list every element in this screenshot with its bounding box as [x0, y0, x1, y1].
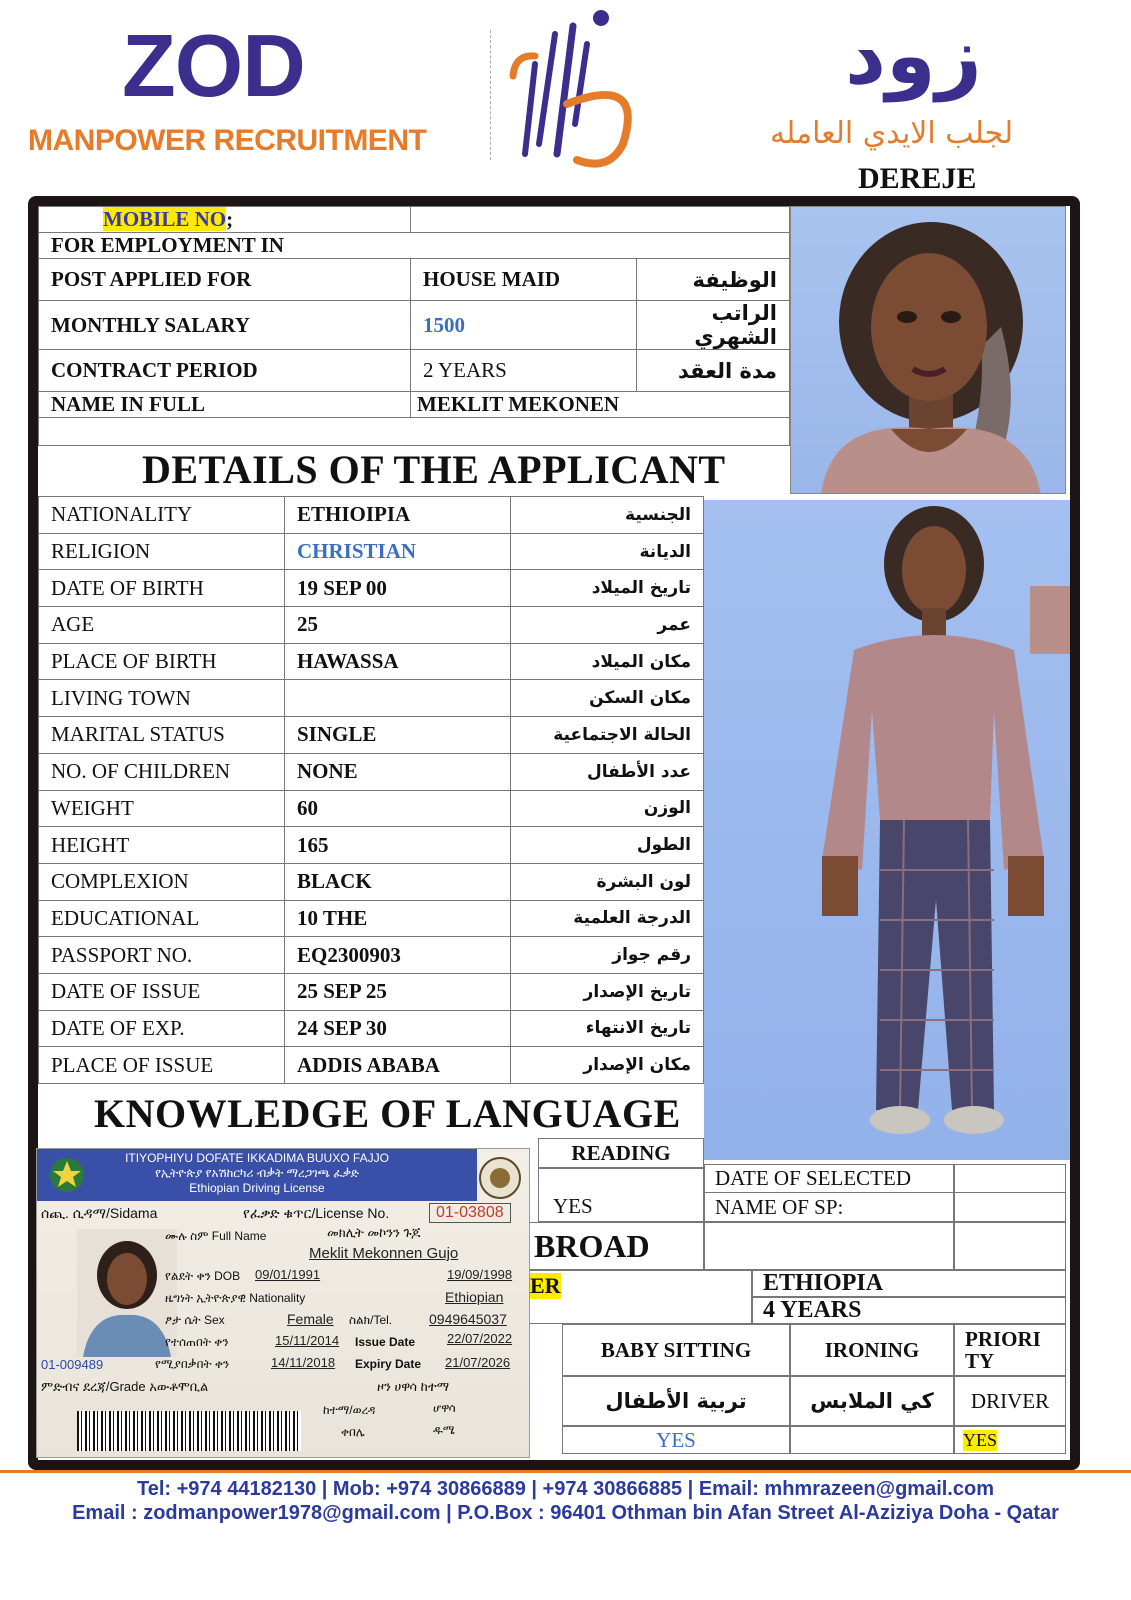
detail-row [39, 1010, 704, 1047]
detail-label-arabic: مكان الميلاد [511, 643, 704, 680]
fullname-card: Meklit Mekonnen Gujo [309, 1245, 459, 1262]
detail-row [39, 827, 704, 864]
fullname-value: MEKLIT MEKONEN [411, 392, 790, 418]
license-banner-line2: የኢትዮጵያ የአሽከርካሪ ብቃት ማረጋገጫ ፈቃድ [155, 1166, 359, 1180]
footer-divider [0, 1470, 1131, 1473]
sp-name-label: NAME OF SP: [704, 1192, 954, 1222]
detail-value: 60 [285, 790, 511, 827]
detail-label: PLACE OF ISSUE [39, 1047, 285, 1084]
spacer-row [39, 418, 790, 446]
detail-label-arabic: عمر [511, 607, 704, 644]
detail-value: 24 SEP 30 [285, 1010, 511, 1047]
dob-label-card: የልደት ቀን DOB [165, 1269, 241, 1283]
footer-contact-line1: Tel: +974 44182130 | Mob: +974 30866889 | +974 30866885 | Email: mhmrazeen@gmail.com [137, 1478, 994, 1500]
license-photo [77, 1229, 177, 1357]
license-region: ሰጪ. ሲዳማ/Sidama [41, 1205, 158, 1221]
experience-label: ER [530, 1273, 561, 1298]
detail-value: 25 [285, 607, 511, 644]
detail-value: SINGLE [285, 717, 511, 754]
license-photo-figure-icon [77, 1229, 177, 1357]
footer-contact-line2: Email : zodmanpower1978@gmail.com | P.O.Box : 96401 Othman bin Afan Street Al-Aziziya Doha - Qatar [72, 1502, 1059, 1524]
dob-card: 19/09/1998 [447, 1267, 513, 1282]
employment-table [38, 206, 790, 446]
license-number: 01-03808 [429, 1203, 511, 1223]
applicant-portrait [790, 206, 1066, 494]
detail-label: AGE [39, 607, 285, 644]
post-label: POST APPLIED FOR [39, 259, 411, 301]
abroad-value-2 [954, 1222, 1066, 1270]
expiry-label-en: Expiry Date [355, 1357, 422, 1371]
kebele-label: ቀበሌ [341, 1425, 365, 1439]
issue-label-local: የተሰጠበት ቀን [165, 1335, 229, 1349]
license-banner-line3: Ethiopian Driving License [189, 1181, 325, 1195]
license-barcode [77, 1411, 301, 1451]
detail-row [39, 717, 704, 754]
header-divider [490, 30, 491, 160]
employment-in-label: FOR EMPLOYMENT IN [39, 233, 790, 259]
expiry-date-card: 21/07/2026 [445, 1355, 511, 1370]
detail-label-arabic: الطول [511, 827, 704, 864]
woreda-label: ከተማ/ወረዳ [323, 1403, 376, 1417]
detail-value: CHRISTIAN [285, 533, 511, 570]
detail-row [39, 680, 704, 717]
experience-years: 4 YEARS [752, 1297, 1066, 1324]
reading-header: READING [538, 1138, 704, 1168]
detail-label: MARITAL STATUS [39, 717, 285, 754]
nationality-label-card: ዜግነት ኢትዮጵያዊ Nationality [165, 1291, 306, 1305]
fullname-label-card: ሙሉ ስም Full Name [165, 1229, 267, 1243]
detail-value: 25 SEP 25 [285, 973, 511, 1010]
mobile-label: MOBILE NO [103, 207, 227, 231]
driver-answer [954, 1426, 1066, 1454]
experience-label-cell [530, 1270, 752, 1324]
applicant-full-photo [704, 500, 1070, 1160]
detail-value [285, 680, 511, 717]
salary-value: 1500 [411, 301, 637, 350]
portrait-figure-icon [791, 207, 1066, 494]
detail-value: BLACK [285, 863, 511, 900]
details-title: DETAILS OF THE APPLICANT [142, 447, 726, 492]
extra-label-1: ሆዋሳ [433, 1401, 456, 1415]
baby-sitting-yes: YES [562, 1426, 790, 1454]
tel-label-card: ስልክ/Tel. [349, 1313, 393, 1327]
fullname-amharic: መክሊት መኮንን ጉጆ [327, 1225, 421, 1240]
detail-value: 10 THE [285, 900, 511, 937]
contract-value: 2 YEARS [411, 350, 637, 392]
skill-priority: PRIORI TY [954, 1324, 1066, 1376]
detail-label-arabic: الدرجة العلمية [511, 900, 704, 937]
fullname-label: NAME IN FULL [39, 392, 411, 418]
detail-row [39, 863, 704, 900]
salary-label-arabic: الراتب الشهري [637, 301, 790, 350]
sex-card: Female [287, 1311, 334, 1327]
details-table [38, 496, 704, 1084]
detail-label-arabic: مكان السكن [511, 680, 704, 717]
detail-label: DATE OF ISSUE [39, 973, 285, 1010]
brand-name: ZOD [122, 16, 305, 115]
extra-label-2: ዱሜ [433, 1423, 455, 1437]
nationality-card: Ethiopian [445, 1289, 504, 1305]
skill-baby-sitting: BABY SITTING [562, 1324, 790, 1376]
language-title: KNOWLEDGE OF LANGUAGE [94, 1091, 681, 1136]
skill-ironing-arabic: كي الملابس [790, 1376, 954, 1426]
driving-license-card [36, 1148, 530, 1458]
driver-yes: YES [963, 1429, 998, 1450]
experience-country: ETHIOPIA [752, 1270, 1066, 1297]
detail-label: WEIGHT [39, 790, 285, 827]
detail-label: PASSPORT NO. [39, 937, 285, 974]
detail-row [39, 937, 704, 974]
detail-value: ADDIS ABABA [285, 1047, 511, 1084]
agent-name: DEREJE [858, 162, 977, 195]
sex-label-card: ፆታ ሴት Sex [165, 1313, 225, 1327]
detail-row [39, 570, 704, 607]
detail-row [39, 753, 704, 790]
detail-row [39, 533, 704, 570]
license-serial: 01-009489 [41, 1357, 104, 1372]
grade-label: ምድብና ደረጃ/Grade አውቶሞቢል [41, 1379, 209, 1394]
expiry-local: 14/11/2018 [271, 1355, 336, 1370]
detail-value: 165 [285, 827, 511, 864]
detail-label: NATIONALITY [39, 497, 285, 534]
issue-label-en: Issue Date [355, 1335, 416, 1349]
detail-label-arabic: الوزن [511, 790, 704, 827]
detail-label-arabic: لون البشرة [511, 863, 704, 900]
detail-label-arabic: الجنسية [511, 497, 704, 534]
detail-row [39, 497, 704, 534]
post-value: HOUSE MAID [411, 259, 637, 301]
detail-value: EQ2300903 [285, 937, 511, 974]
city-label: ዞን ሀዋሳ ከተማ [377, 1379, 450, 1394]
license-banner-line1: ITIYOPHIYU DOFATE IKKADIMA BUUXO FAJJO [125, 1151, 389, 1165]
ironing-answer [790, 1426, 954, 1454]
license-banner [37, 1149, 477, 1201]
mobile-value [411, 207, 790, 233]
detail-label-arabic: الحالة الاجتماعية [511, 717, 704, 754]
detail-row [39, 607, 704, 644]
contract-label: CONTRACT PERIOD [39, 350, 411, 392]
detail-label: DATE OF BIRTH [39, 570, 285, 607]
skill-baby-sitting-arabic: تربية الأطفال [562, 1376, 790, 1426]
abroad-value-1 [704, 1222, 954, 1270]
detail-row [39, 973, 704, 1010]
detail-value: 19 SEP 00 [285, 570, 511, 607]
brand-subtitle: MANPOWER RECRUITMENT [28, 124, 427, 157]
skill-driver: DRIVER [954, 1376, 1066, 1426]
brand-subtitle-arabic: لجلب الايدي العامله [770, 116, 1014, 151]
company-logo-icon [505, 4, 645, 174]
detail-label: RELIGION [39, 533, 285, 570]
full-figure-icon [704, 500, 1070, 1160]
skill-ironing: IRONING [790, 1324, 954, 1376]
tel-card: 0949645037 [429, 1311, 507, 1327]
detail-label: DATE OF EXP. [39, 1010, 285, 1047]
detail-label-arabic: تاريخ الانتهاء [511, 1010, 704, 1047]
detail-value: NONE [285, 753, 511, 790]
detail-row [39, 643, 704, 680]
detail-row [39, 900, 704, 937]
detail-label-arabic: تاريخ الإصدار [511, 973, 704, 1010]
detail-label-arabic: تاريخ الميلاد [511, 570, 704, 607]
detail-row [39, 1047, 704, 1084]
detail-label-arabic: عدد الأطفال [511, 753, 704, 790]
abroad-label: BROAD [530, 1222, 704, 1270]
detail-label: EDUCATIONAL [39, 900, 285, 937]
license-no-label: የፈቃድ ቁጥር/License No. [243, 1205, 390, 1221]
salary-label: MONTHLY SALARY [39, 301, 411, 350]
detail-row [39, 790, 704, 827]
dob-local: 09/01/1991 [255, 1267, 321, 1282]
brand-name-arabic: زود [845, 9, 982, 102]
detail-label: PLACE OF BIRTH [39, 643, 285, 680]
date-selected-value [954, 1164, 1066, 1192]
ethiopia-star-icon [47, 1155, 87, 1195]
mobile-separator: ; [226, 207, 234, 231]
emblem-seal-icon [477, 1155, 523, 1201]
issue-local: 15/11/2014 [275, 1333, 340, 1348]
expiry-label-local: የሚያበቃበት ቀን [155, 1357, 230, 1371]
reading-yes: YES [553, 1193, 593, 1218]
detail-label-arabic: الديانة [511, 533, 704, 570]
detail-label: LIVING TOWN [39, 680, 285, 717]
mobile-cell [39, 207, 411, 233]
detail-label-arabic: مكان الإصدار [511, 1047, 704, 1084]
contract-label-arabic: مدة العقد [637, 350, 790, 392]
detail-value: HAWASSA [285, 643, 511, 680]
post-label-arabic: الوظيفة [637, 259, 790, 301]
date-selected-label: DATE OF SELECTED [704, 1164, 954, 1192]
issue-date-card: 22/07/2022 [447, 1331, 513, 1346]
sp-name-value [954, 1192, 1066, 1222]
detail-value: ETHIOIPIA [285, 497, 511, 534]
detail-label: HEIGHT [39, 827, 285, 864]
detail-label-arabic: رقم جواز [511, 937, 704, 974]
detail-label: NO. OF CHILDREN [39, 753, 285, 790]
reading-cell [538, 1168, 704, 1222]
detail-label: COMPLEXION [39, 863, 285, 900]
